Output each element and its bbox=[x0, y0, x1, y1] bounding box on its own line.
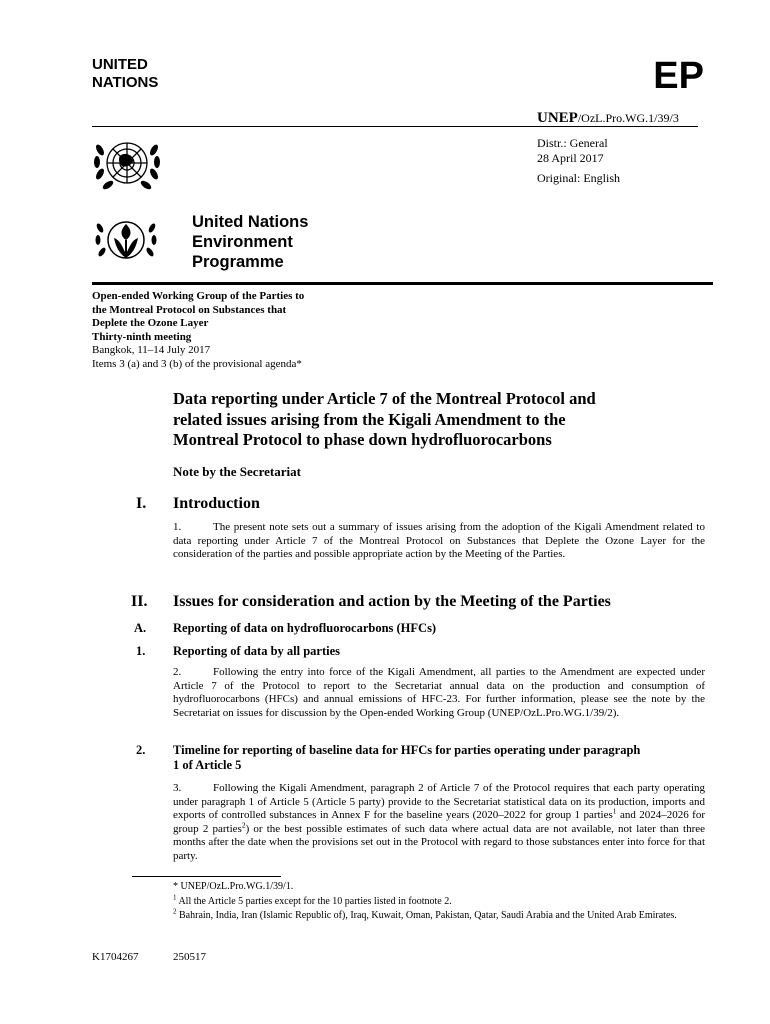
paragraph-3 bbox=[173, 782, 705, 863]
note-by-secretariat: Note by the Secretariat bbox=[173, 464, 301, 479]
job-number: K1704267 bbox=[92, 951, 139, 963]
unep-name-line1: United Nations bbox=[192, 213, 309, 231]
meeting-line3: Deplete the Ozone Layer bbox=[92, 317, 209, 329]
unep-name-line3: Programme bbox=[192, 253, 284, 271]
original-language: Original: English bbox=[537, 171, 620, 185]
paragraph-1-text: The present note sets out a summary of issues arising from the adoption of the Kigali Amendment related to data reporting under Article 7 of the Montreal Protocol on Substances that Deplete the Ozone Layer for the consideration of the parties and possible appropriate action by the Meeting of the Parties. bbox=[173, 521, 705, 560]
meeting-line1: Open-ended Working Group of the Parties to bbox=[92, 290, 305, 302]
subsection-a-heading: Reporting of data on hydrofluorocarbons (HFCs) bbox=[173, 621, 437, 635]
meeting-info bbox=[92, 290, 372, 371]
distribution-block bbox=[537, 136, 608, 166]
subsection-2-heading: Timeline for reporting of baseline data for HFCs for parties operating under paragraph 1 of Article 5 bbox=[173, 743, 641, 772]
paragraph-1-number: 1. bbox=[173, 521, 182, 533]
distribution: Distr.: General bbox=[537, 136, 608, 150]
meeting-location-date: Bangkok, 11–14 July 2017 bbox=[92, 344, 211, 356]
paragraph-1 bbox=[173, 521, 705, 562]
subsection-a-number: A. bbox=[134, 621, 147, 635]
title-line3: Montreal Protocol to phase down hydrofluorocarbons bbox=[173, 430, 552, 449]
unep-name-line2: Environment bbox=[192, 233, 293, 251]
paragraph-2-text: Following the entry into force of the Kigali Amendment, all parties to the Amendment are expected under Article 7 of the Protocol to report to the Secretariat annual data on the production and consumption of hydrofluorocarbons (HFCs) and annual emissions of HFC-23. For further information, please see the note by the Secretariat on issues for discussion by the Open-ended Working Group (UNEP/OzL.Pro.WG.1/39/2). bbox=[173, 666, 705, 719]
document-symbol bbox=[537, 110, 679, 127]
footnote-ref-1[interactable]: 1 bbox=[612, 806, 617, 816]
footnote-1 bbox=[173, 893, 693, 909]
paragraph-3-text-b: and 2024–2026 for group 2 parties bbox=[173, 809, 705, 835]
subsection-1-number: 1. bbox=[136, 644, 146, 658]
release-code: 250517 bbox=[173, 951, 206, 963]
symbol-suffix: /OzL.Pro.WG.1/39/3 bbox=[577, 111, 679, 125]
subsection-2-number: 2. bbox=[136, 743, 146, 757]
paragraph-3-text-a: Following the Kigali Amendment, paragraph 2 of Article 7 of the Protocol requires that each party operating under paragraph 1 of Article 5 (Article 5 party) provide to the Secretariat statistical data on its production, imports and exports of controlled substances in Annex F for the baseline years (2020–2022 for group 1 parties bbox=[173, 782, 705, 821]
org-name bbox=[92, 56, 158, 92]
un-emblem-icon bbox=[92, 130, 162, 200]
footnote-1-mark: 1 bbox=[173, 893, 177, 902]
subsection-1-heading: Reporting of data by all parties bbox=[173, 644, 341, 658]
footnote-ref-2[interactable]: 2 bbox=[241, 819, 246, 829]
unep-name bbox=[192, 212, 308, 272]
paragraph-2-number: 2. bbox=[173, 666, 182, 678]
symbol-prefix: UNEP bbox=[537, 110, 578, 126]
section-2-number: II. bbox=[131, 593, 148, 610]
meeting-session: Thirty-ninth meeting bbox=[92, 330, 192, 343]
org-name-line1: UNITED bbox=[92, 56, 148, 73]
footnote-2-mark: 2 bbox=[173, 907, 177, 916]
paragraph-3-text-c: ) or the best possible estimates of such data where actual data are not available, not later than three months after the date when the provisions set out in the Protocol with regard to those substances enter into force for that party. bbox=[173, 822, 705, 862]
footnote-2 bbox=[173, 907, 693, 923]
footnote-star: * UNEP/OzL.Pro.WG.1/39/1. bbox=[173, 881, 294, 892]
meeting-agenda-items: Items 3 (a) and 3 (b) of the provisional agenda* bbox=[92, 357, 302, 370]
title-line2: related issues arising from the Kigali Amendment to the bbox=[173, 409, 566, 429]
footnote-2-text: Bahrain, India, Iran (Islamic Republic of), Iraq, Kuwait, Oman, Pakistan, Qatar, Saudi Arabia and the United Arab Emirates. bbox=[176, 910, 677, 921]
section-1-number: I. bbox=[136, 495, 147, 512]
masthead-divider bbox=[92, 282, 713, 285]
footnote-1-text: All the Article 5 parties except for the 10 parties listed in footnote 2. bbox=[176, 896, 452, 907]
title-line1: Data reporting under Article 7 of the Montreal Protocol and bbox=[173, 389, 596, 408]
language-code: EP bbox=[653, 55, 704, 97]
issue-date: 28 April 2017 bbox=[537, 151, 604, 165]
section-1-heading: Introduction bbox=[173, 495, 260, 512]
org-name-line2: NATIONS bbox=[92, 74, 159, 91]
meeting-line2: the Montreal Protocol on Substances that bbox=[92, 303, 287, 316]
document-title bbox=[173, 389, 693, 451]
unep-emblem-icon bbox=[92, 210, 160, 270]
paragraph-3-number: 3. bbox=[173, 782, 182, 794]
section-2-heading: Issues for consideration and action by the Meeting of the Parties bbox=[173, 593, 611, 610]
footnote-divider bbox=[132, 876, 281, 877]
paragraph-2 bbox=[173, 666, 705, 720]
